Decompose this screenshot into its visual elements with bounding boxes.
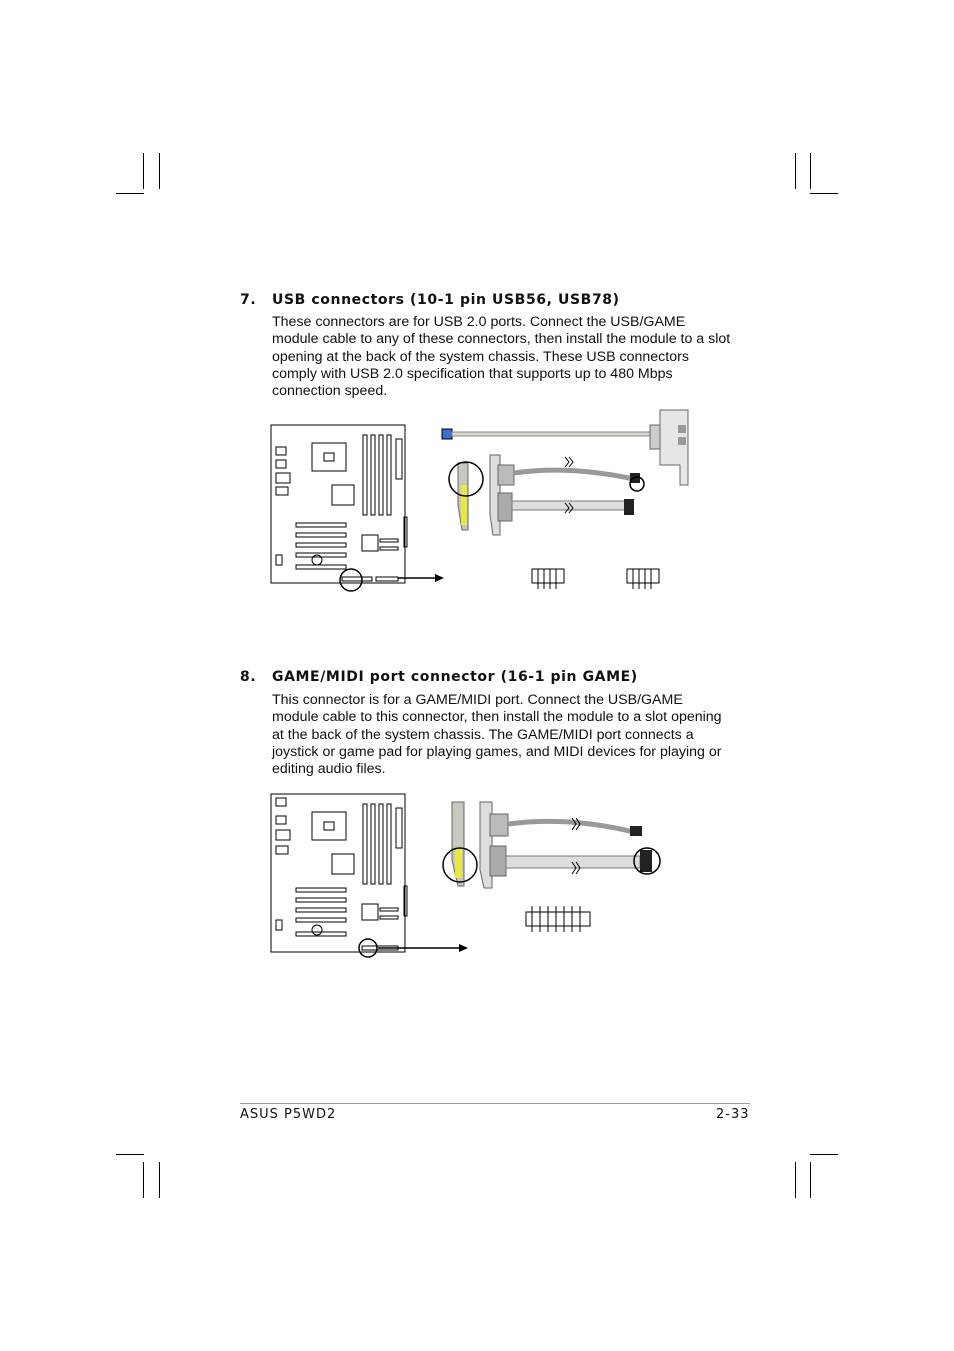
footer-product-name: ASUS P5WD2	[240, 1107, 337, 1122]
crop-mark	[810, 1154, 838, 1155]
motherboard-diagram	[271, 794, 407, 952]
crop-mark	[810, 193, 838, 194]
section-heading	[240, 292, 620, 308]
section-title: USB connectors (10-1 pin USB56, USB78)	[272, 292, 620, 308]
usb78-pin-diagram	[627, 569, 659, 589]
section-title: GAME/MIDI port connector (16-1 pin GAME)	[272, 669, 638, 685]
section-body: These connectors are for USB 2.0 ports. Connect the USB/GAME module cable to any of these connectors, then install the module to a slot opening at the back of the system chassis. These USB connectors comply with USB 2.0 specification that supports up to 480 Mbps connection speed.	[272, 314, 731, 400]
crop-mark	[116, 193, 144, 194]
arrow-icon	[435, 574, 444, 582]
crop-mark	[143, 1162, 144, 1198]
crop-mark	[159, 1162, 160, 1198]
usb-game-module-photo	[442, 410, 688, 535]
crop-mark	[795, 1162, 796, 1198]
footer-page-number: 2-33	[716, 1107, 750, 1122]
crop-mark	[810, 1162, 811, 1198]
game-pin-diagram	[526, 906, 590, 932]
section-number: 8.	[240, 669, 257, 685]
crop-mark	[810, 153, 811, 189]
crop-mark	[116, 1154, 144, 1155]
arrow-icon	[459, 944, 468, 952]
section-heading	[240, 669, 638, 685]
section-number: 7.	[240, 292, 257, 308]
game-connector-figure	[268, 790, 688, 965]
crop-mark	[143, 153, 144, 189]
crop-mark	[159, 153, 160, 189]
usb-game-module-photo	[443, 802, 660, 888]
crop-mark	[795, 153, 796, 189]
usb56-pin-diagram	[532, 569, 564, 589]
section-body: This connector is for a GAME/MIDI port. Connect the USB/GAME module cable to this connector, then install the module to a slot opening at the back of the system chassis. The GAME/MIDI port connects a joystick or game pad for playing games, and MIDI devices for playing or editing audio files.	[272, 692, 722, 778]
usb-connector-figure	[268, 405, 708, 595]
motherboard-diagram	[271, 425, 407, 583]
footer-divider	[240, 1103, 750, 1104]
usb-header-highlight	[340, 569, 362, 591]
